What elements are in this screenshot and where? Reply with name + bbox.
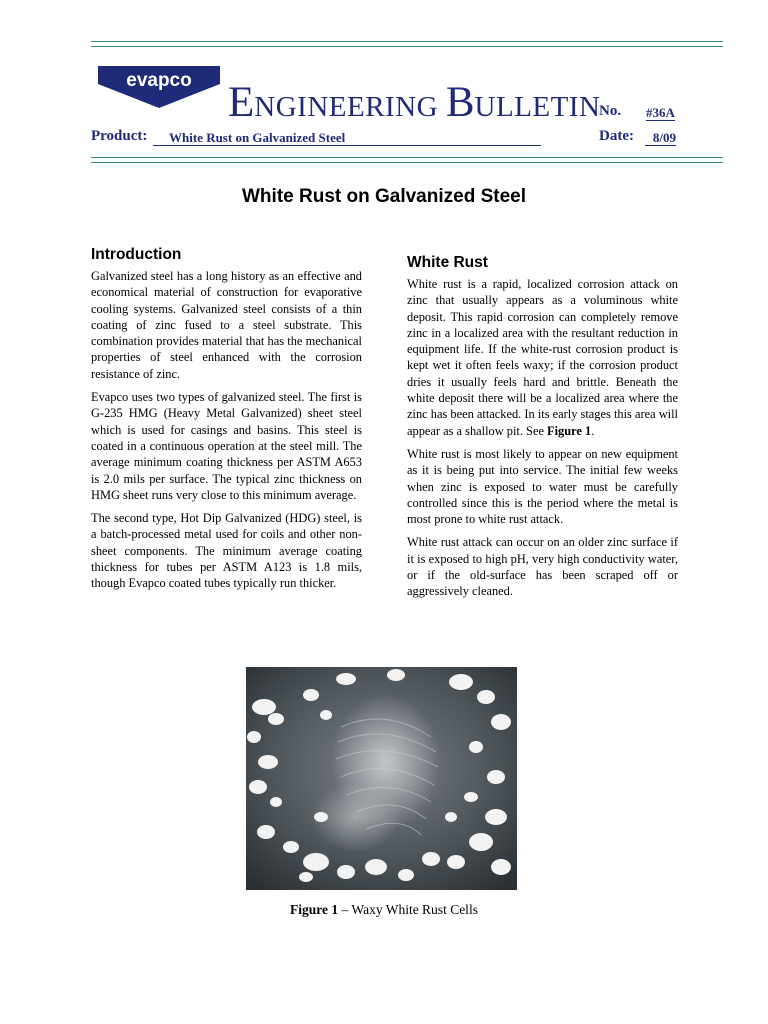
bulletin-number-label: No.: [599, 103, 622, 119]
document-title: White Rust on Galvanized Steel: [242, 186, 526, 207]
logo-text: evapco: [126, 70, 192, 91]
title-initial-e: E: [228, 79, 255, 126]
introduction-paragraph: The second type, Hot Dip Galvanized (HDG) steel, is a batch-processed metal used for coils and other non-sheet components. The minimum average coating thickness for tubes per ASTM A123 is 1.8 mils, though Evapco coated tubes typically run thicker.: [91, 511, 362, 591]
figure-1-caption: [0, 902, 768, 918]
date-value: 8/09: [645, 130, 676, 146]
white-rust-body: [407, 276, 678, 607]
white-rust-photo-illustration: [246, 667, 517, 890]
introduction-heading: Introduction: [91, 246, 182, 263]
title-word-engineering: NGINEERING: [254, 91, 446, 123]
white-rust-paragraph-end: .: [591, 423, 595, 438]
introduction-body: [91, 268, 362, 599]
header-rule-1: [91, 157, 723, 158]
product-value: White Rust on Galvanized Steel: [153, 130, 541, 146]
white-rust-paragraph: White rust is most likely to appear on new equipment as it is being put into service. The initial few weeks when zinc is exposed to water must be carefully controlled since this is the period where the metal is most prone to white rust attack.: [407, 446, 678, 527]
white-rust-paragraph: [407, 276, 678, 439]
top-rule-2: [91, 46, 723, 47]
white-rust-heading: White Rust: [407, 254, 488, 271]
evapco-logo: [98, 66, 220, 108]
figure-caption-label: Figure 1: [290, 902, 339, 917]
bulletin-number-value: #36A: [646, 105, 675, 120]
figure-reference: Figure 1: [547, 423, 592, 438]
introduction-paragraph: Evapco uses two types of galvanized steel. The first is G-235 HMG (Heavy Metal Galvanized) sheet steel which is used for casings and basins. This steel is coated in a continuous operation at the steel mill. The average minimum coating thickness per ASTM A653 is 2.0 mils per surface. The typical zinc thickness on HMG sheet runs very close to this minimum average.: [91, 390, 362, 502]
header-rule-2: [91, 162, 723, 163]
introduction-paragraph: Galvanized steel has a long history as an effective and economical material of construction for evaporative cooling systems. Galvanized steel consists of a thin coating of zinc fused to a steel substrate. This combination provides material that has the mechanical properties of steel enhanced with the corrosion resistance of zinc.: [91, 269, 362, 381]
white-rust-paragraph: White rust attack can occur on an older zinc surface if it is exposed to high pH, very high conductivity water, or if the old-surface has been scraped off or aggressively cleaned.: [407, 535, 678, 599]
top-rule-1: [91, 41, 723, 42]
white-rust-paragraph-text: White rust is a rapid, localized corrosion attack on zinc that usually appears as a voluminous white deposit. This rapid corrosion can completely remove zinc in a localized area with the resultant reduction in equipment life. If the white-rust corrosion product is kept wet it often feels waxy; if the corrosion product dries it usually feels hard and brittle. Beneath the white deposit there will be a localized area where the zinc has been attacked. In its early stages this area will appear as a shallow pit. See: [407, 277, 678, 438]
bulletin-title: [228, 80, 600, 126]
title-initial-b: B: [445, 79, 475, 126]
figure-1-photo: [246, 667, 517, 890]
title-word-bulletin: ULLETIN: [474, 91, 601, 123]
product-label: Product:: [91, 128, 148, 144]
figure-caption-text: – Waxy White Rust Cells: [338, 902, 478, 917]
date-label: Date:: [599, 128, 634, 144]
